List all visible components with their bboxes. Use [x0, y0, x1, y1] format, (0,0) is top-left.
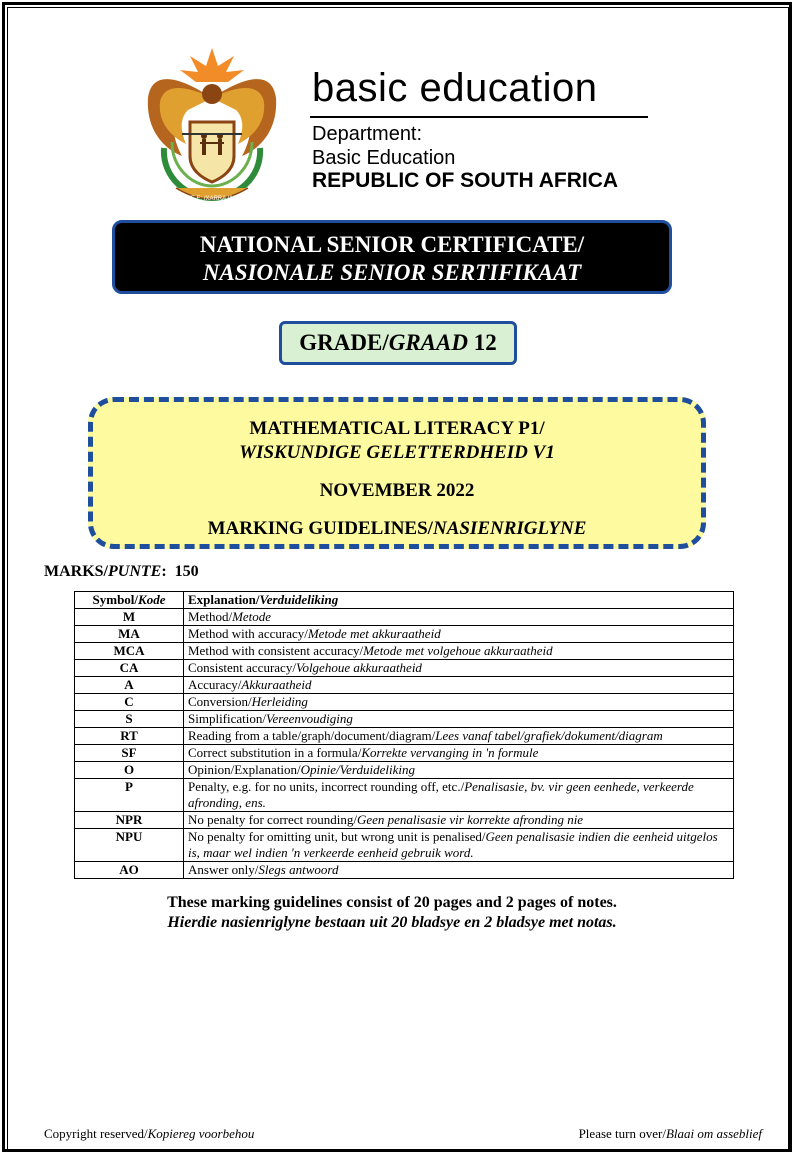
document-type-af: NASIENRIGLYNE — [432, 518, 587, 539]
symbol-cell: CA — [75, 660, 184, 677]
svg-text:!KE E: /XARRA //KE: !KE E: /XARRA //KE — [185, 196, 239, 202]
certificate-banner — [112, 220, 672, 294]
marks-value: 150 — [174, 563, 199, 580]
document-type — [93, 518, 701, 540]
table-row — [75, 643, 734, 660]
page-count-note-af: Hierdie nasienriglyne bestaan uit 20 bladsye en 2 bladsye met notas. — [167, 914, 617, 931]
department-name: Basic Education — [312, 147, 456, 169]
explanation-cell: Opinion/Explanation/Opinie/Verduideliking — [184, 762, 734, 779]
explanation-cell: Method with accuracy/Metode met akkuraatheid — [184, 626, 734, 643]
explanation-cell: Method with consistent accuracy/Metode met volgehoue akkuraatheid — [184, 643, 734, 660]
grade-box — [279, 321, 517, 365]
marks-label: MARKS/ — [44, 563, 108, 580]
table-row — [75, 745, 734, 762]
column-header-symbol: Symbol/Kode — [75, 592, 184, 609]
grade-value: 12 — [473, 330, 497, 355]
department-label: Department: — [312, 123, 423, 145]
country-name: REPUBLIC OF SOUTH AFRICA — [312, 169, 619, 192]
grade-label: GRADE/ — [299, 330, 389, 355]
marking-codes-table — [74, 591, 734, 879]
column-header-explanation: Explanation/Verduideliking — [184, 592, 734, 609]
symbol-cell: AO — [75, 862, 184, 879]
table-row — [75, 677, 734, 694]
table-row — [75, 862, 734, 879]
certificate-title-af: NASIONALE SENIOR SERTIFIKAAT — [202, 260, 582, 285]
symbol-cell: O — [75, 762, 184, 779]
subject-box — [88, 397, 706, 549]
table-row — [75, 711, 734, 728]
table-row — [75, 728, 734, 745]
table-row — [75, 660, 734, 677]
brand-underline — [310, 116, 648, 118]
marks-label-af: PUNTE — [108, 563, 162, 580]
document-type-en: MARKING GUIDELINES/ — [207, 518, 433, 539]
exam-date: NOVEMBER 2022 — [319, 480, 475, 501]
table-row — [75, 779, 734, 812]
brand-title: basic education — [312, 66, 598, 110]
explanation-cell: Correct substitution in a formula/Korrekte vervanging in 'n formule — [184, 745, 734, 762]
explanation-cell: Accuracy/Akkuraatheid — [184, 677, 734, 694]
symbol-cell: SF — [75, 745, 184, 762]
total-marks — [44, 563, 199, 581]
symbol-cell: NPU — [75, 829, 184, 862]
subject-title-en: MATHEMATICAL LITERACY P1/ — [249, 418, 545, 439]
marks-colon: : — [161, 563, 167, 580]
copyright-footer: Copyright reserved/Kopiereg voorbehou — [44, 1126, 255, 1141]
explanation-cell: Reading from a table/graph/document/diagram/Lees vanaf tabel/grafiek/dokument/diagram — [184, 728, 734, 745]
symbol-cell: MA — [75, 626, 184, 643]
table-row — [75, 762, 734, 779]
subject-title-af: WISKUNDIGE GELETTERDHEID V1 — [239, 442, 555, 463]
table-row — [75, 609, 734, 626]
explanation-cell: Method/Metode — [184, 609, 734, 626]
explanation-cell: Simplification/Vereenvoudiging — [184, 711, 734, 728]
table-header-row — [75, 592, 734, 609]
symbol-cell: RT — [75, 728, 184, 745]
turn-over-footer: Please turn over/Blaai om asseblief — [578, 1126, 762, 1141]
explanation-cell: Penalty, e.g. for no units, incorrect rounding off, etc./Penalisasie, bv. vir geen eenhede, verkeerde afronding, ens. — [184, 779, 734, 812]
explanation-cell: Conversion/Herleiding — [184, 694, 734, 711]
symbol-cell: S — [75, 711, 184, 728]
symbol-cell: C — [75, 694, 184, 711]
explanation-cell: Answer only/Slegs antwoord — [184, 862, 734, 879]
symbol-cell: MCA — [75, 643, 184, 660]
coat-of-arms-logo — [142, 38, 282, 210]
certificate-title-en: NATIONAL SENIOR CERTIFICATE/ — [199, 232, 585, 257]
table-row — [75, 694, 734, 711]
symbol-cell: P — [75, 779, 184, 812]
table-row — [75, 812, 734, 829]
explanation-cell: Consistent accuracy/Volgehoue akkuraatheid — [184, 660, 734, 677]
explanation-cell: No penalty for omitting unit, but wrong unit is penalised/Geen penalisasie indien die eenheid uitgelos is, maar wel indien 'n verkeerde eenheid gebruik word. — [184, 829, 734, 862]
grade-label-af: GRAAD — [388, 330, 468, 355]
symbol-cell: NPR — [75, 812, 184, 829]
page-count-note-en: These marking guidelines consist of 20 pages and 2 pages of notes. — [167, 894, 617, 911]
symbol-cell: A — [75, 677, 184, 694]
table-row — [75, 626, 734, 643]
symbol-cell: M — [75, 609, 184, 626]
table-row — [75, 829, 734, 862]
explanation-cell: No penalty for correct rounding/Geen penalisasie vir korrekte afronding nie — [184, 812, 734, 829]
